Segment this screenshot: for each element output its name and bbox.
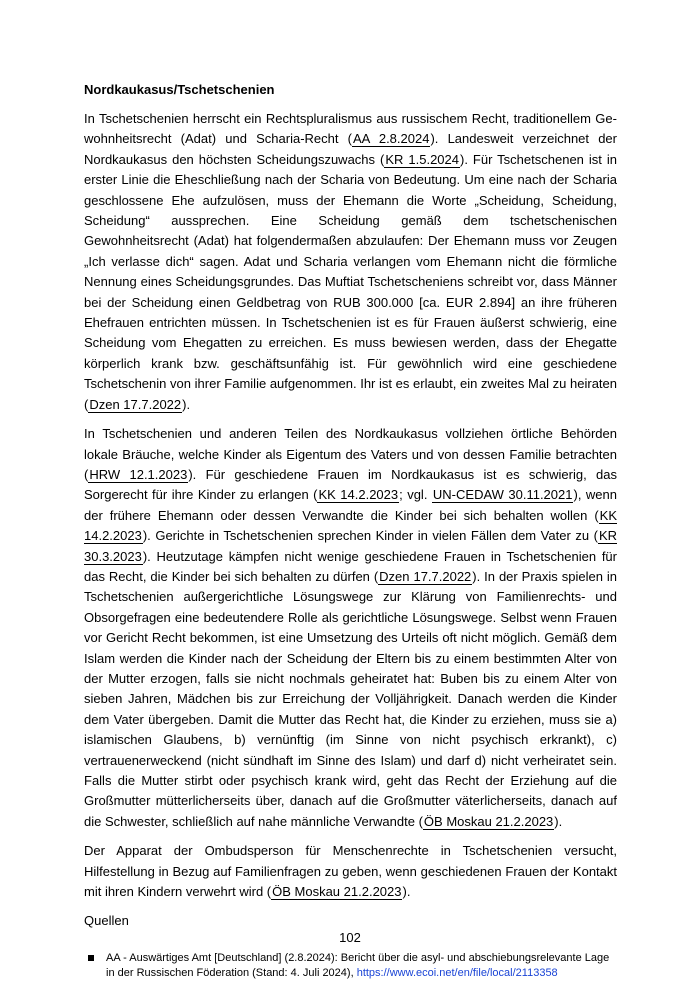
citation-link[interactable]: KR 30.3.2023: [84, 528, 617, 564]
text-run: ).: [182, 396, 191, 412]
source-url-link[interactable]: https://www.ecoi.net/en/file/local/2113358: [356, 966, 558, 979]
text-run: ), wenn der frühere Ehemann oder dessen Verwandte die Kinder bei sich behalten wollen (: [84, 487, 617, 523]
citation-link[interactable]: KR 1.5.2024: [385, 151, 459, 167]
text-run: ). Für geschiedene Frauen im Nordkaukasus ist es schwierig, das Sorgerecht für ihre Kinder zu erlangen (: [84, 466, 617, 503]
sources-list: [84, 951, 617, 980]
source-text: AA - Auswärtiges Amt [Deutschland] (2.8.2024): Bericht über die asyl- und abschiebungsrelevante Lage in der Russischen Föderation (Stand: 4. Juli 2024),: [106, 952, 610, 979]
sources-heading: Quellen: [84, 913, 129, 929]
citation-link[interactable]: AA 2.8.2024: [353, 131, 430, 147]
text-run: Der Apparat der Ombudsperson für Menschenrechte in Tschetschenien versucht, Hilfestellung in Bezug auf Familienfragen zu geben, wenn geschiedenen Frauen der Kontakt mit ihren Kindern verwehrt wird (: [84, 843, 617, 900]
citation-link[interactable]: UN-CEDAW 30.11.2021: [432, 487, 573, 503]
text-run: ). Heutzutage kämpfen nicht wenige geschiedene Frauen in Tschetschenien für das Recht, die Kinder bei sich behalten zu dürfen (: [84, 548, 617, 584]
text-run: In Tschetschenien herrscht ein Rechtspluralismus aus russischem Recht, traditionellem Gewohnheitsrecht (Adat) und Scharia-Recht (: [84, 111, 617, 147]
paragraph-1: [84, 109, 617, 415]
paragraph-3: [84, 841, 617, 902]
text-run: ). Landesweit verzeichnet der Nordkaukasus den höchsten Scheidungszuwachs (: [84, 131, 617, 167]
citation-link[interactable]: ÖB Moskau 21.2.2023: [423, 813, 554, 829]
section-heading: Nordkaukasus/Tschetschenien: [84, 82, 275, 97]
document-page: [84, 80, 617, 980]
text-run: In Tschetschenien und anderen Teilen des Nordkaukasus vollziehen örtliche Behörden lokale Bräuche, welche Kinder als Eigentum des Vaters und von dessen Familie betrachten (: [84, 426, 617, 482]
text-run: ). In der Praxis spielen in Tschetschenien außergerichtliche Lösungswege zur Klärung von Familienrechts- und Obsorgefragen eine bedeutendere Rolle als gerichtliche Lösungswege. Selbst wenn Frauen vor Gericht Recht bekommen, ist eine Umsetzung des Urteils oft nicht möglich. Gemäß dem Islam werden die Kinder nach der Scheidung der Eltern bis zu einem bestimmten Alter von der Mutter erzogen, falls sie nicht nochmals geheiratet hat: Buben bis zu einem Alter von sieben Jahren, Mädchen bis zur Erreichung der Volljährigkeit. Danach werden die Kinder dem Vater übergeben. Damit die Mutter das Recht hat, die Kinder zu erziehen, muss sie a) islamischen Glaubens, b) vernünftig (im Sinne von nicht psychisch erkrankt), c) vertrauenerweckend (nicht sündhaft im Sinne des Islam) und darf d) nicht verheiratet sein. Falls die Mutter stirbt oder psychisch krank wird, geht das Recht der Erziehung auf die Großmutter mütterlicherseits über, danach auf die Großmutter väterlicherseits, danach auf die Schwester, schließlich auf nahe männliche Verwandte (: [84, 568, 617, 829]
citation-link[interactable]: HRW 12.1.2023: [89, 466, 188, 482]
bullet-square-icon: [88, 955, 94, 961]
page-number: 102: [339, 930, 361, 945]
text-run: ). Gerichte in Tschetschenien sprechen Kinder in vielen Fällen dem Vater zu (: [142, 528, 598, 544]
text-run: ).: [554, 813, 563, 829]
citation-link[interactable]: Dzen 17.7.2022: [379, 568, 472, 584]
citation-link[interactable]: KK 14.2.2023: [84, 507, 617, 544]
citation-link[interactable]: Dzen 17.7.2022: [89, 396, 182, 412]
text-run: ).: [402, 884, 411, 900]
text-run: ; vgl.: [399, 487, 432, 503]
citation-link[interactable]: ÖB Moskau 21.2.2023: [272, 884, 402, 900]
citation-link[interactable]: KK 14.2.2023: [318, 487, 399, 503]
source-item: [84, 951, 617, 980]
text-run: ). Für Tschetschenen ist in erster Linie die Eheschließung nach der Scharia von Bedeutung. Um eine nach der Scharia geschlossene Ehe aufzulösen, muss der Ehemann die Worte „Scheidung, Scheidung, Scheidung“ aussprechen. Eine Scheidung gemäß dem tschetschenischen Gewohnheitsrecht (Adat) hat folgendermaßen abzulaufen: Der Ehemann muss vor Zeugen „Ich verlasse dich“ sagen. Adat und Scharia verlangen vom Ehemann nicht die förmliche Nennung eines Scheidungsgrundes. Das Muftiat Tschetscheniens schreibt vor, dass Männer bei der Scheidung einen Geldbetrag von RUB 300.000 [ca. EUR 2.894] an ihre früheren Ehefrauen entrichten müssen. In Tschetschenien ist es für Frauen äußerst schwierig, eine Scheidung vom Ehegatten zu erreichen. Es muss bewiesen werden, dass der Ehegatte körperlich krank bzw. geschäftsunfähig ist. Für gewöhnlich wird eine geschiedene Tschetschenin von ihrer Familie aufgenommen. Ihr ist es erlaubt, ein zweites Mal zu heiraten (: [84, 151, 617, 412]
paragraph-2: [84, 424, 617, 832]
